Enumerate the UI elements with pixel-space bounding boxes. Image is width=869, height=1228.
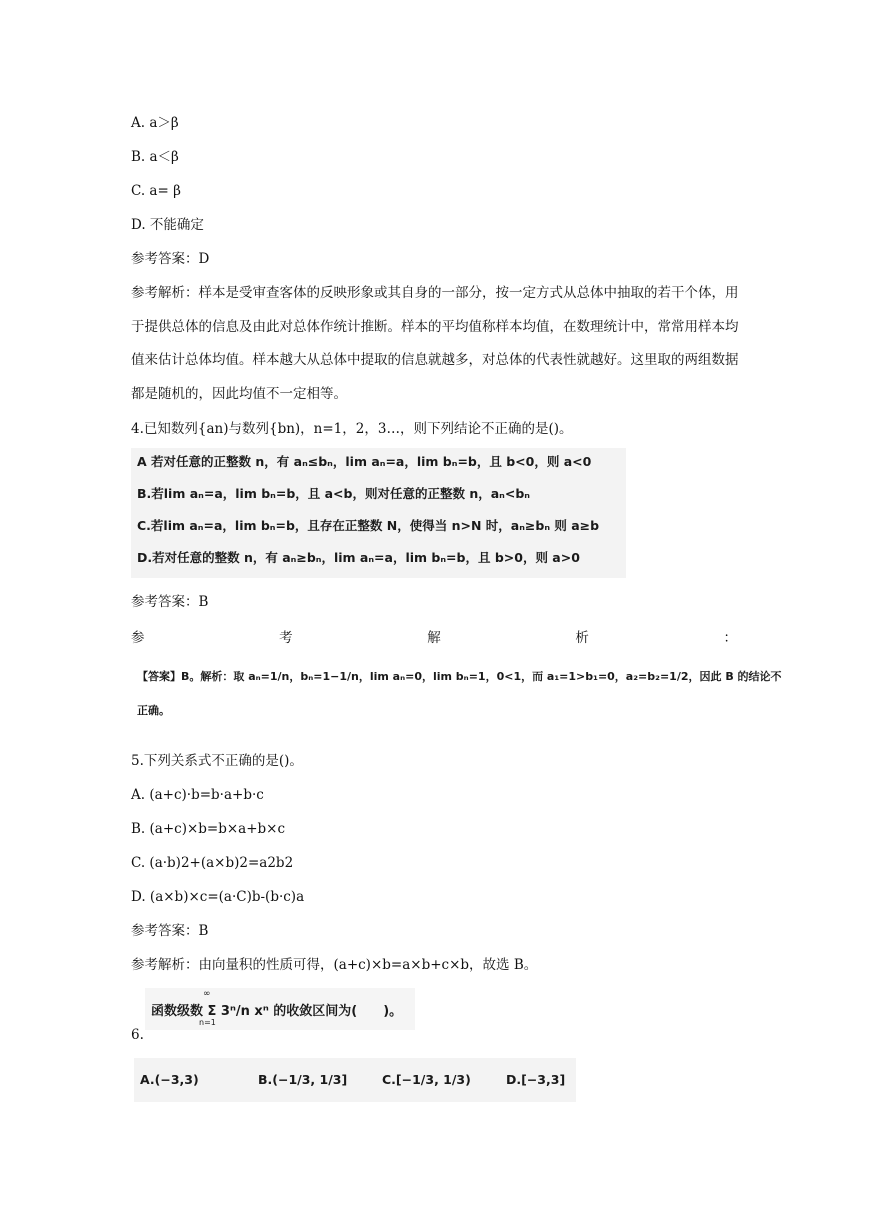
q5-option-a: A. (a+c)·b=b·a+b·c <box>131 787 264 803</box>
q4-analysis-label <box>131 626 737 646</box>
q6-choices-image <box>134 1058 576 1102</box>
q4-analysis-line2: 正确。 <box>137 704 170 717</box>
q3-option-a: A. a＞β <box>131 115 179 131</box>
q3-option-c: C. a= β <box>131 183 181 199</box>
q5-option-c: C. (a·b)2+(a×b)2=a2b2 <box>131 855 294 871</box>
q6-stem-text: 函数级数 Σ 3ⁿ/n xⁿ 的收敛区间为( )。 <box>151 1004 403 1019</box>
q4-choice-d: D.若对任意的整数 n，有 aₙ≥bₙ，lim aₙ=a，lim bₙ=b，且 b>0，则 a>0 <box>137 550 580 565</box>
sum-lower-limit: n=1 <box>199 1018 216 1027</box>
q5-option-b: B. (a+c)×b=b×a+b×c <box>131 821 286 837</box>
q5-analysis: 参考解析：由向量积的性质可得，(a+c)×b=a×b+c×b，故选 B。 <box>131 957 538 973</box>
analysis-char: 考 <box>279 630 293 646</box>
analysis-char: 析 <box>575 630 589 646</box>
q3-answer: 参考答案：D <box>131 251 210 267</box>
q6-stem-image <box>145 988 415 1030</box>
q6-choice-c: C.[−1/3, 1/3) <box>382 1072 471 1087</box>
q6-choice-d: D.[−3,3] <box>506 1072 566 1087</box>
q4-choice-a: A 若对任意的正整数 n，有 aₙ≤bₙ，lim aₙ=a，lim bₙ=b，且 b<0，则 a<0 <box>137 454 592 469</box>
q3-analysis: 参考解析：样本是受审查客体的反映形象或其自身的一部分，按一定方式从总体中抽取的若干个体，用于提供总体的信息及由此对总体作统计推断。样本的平均值称样本均值，在数理统计中，常常用样本均值来估计总体均值。样本越大从总体中提取的信息就越多，对总体的代表性就越好。这里取的两组数据都是随机的，因此均值不一定相等。 <box>131 285 739 402</box>
q6-choice-a: A.(−3,3) <box>140 1072 199 1087</box>
q4-stem: 4.已知数列{an)与数列{bn)，n=1，2，3…，则下列结论不正确的是()。 <box>131 421 573 437</box>
analysis-char: ： <box>723 630 737 646</box>
q4-answer: 参考答案：B <box>131 594 209 610</box>
sum-upper-limit: ∞ <box>203 989 211 999</box>
q4-choices-image <box>131 448 626 578</box>
q5-stem: 5.下列关系式不正确的是()。 <box>131 753 303 769</box>
q5-answer: 参考答案：B <box>131 923 209 939</box>
q4-analysis-line1: 【答案】B。解析：取 aₙ=1/n，bₙ=1−1/n，lim aₙ=0，lim bₙ=1，0<1，而 a₁=1>b₁=0，a₂=b₂=1/2，因此 B 的结论不 <box>137 670 782 683</box>
q3-option-b: B. a＜β <box>131 149 179 165</box>
q3-option-d: D. 不能确定 <box>131 217 204 233</box>
analysis-char: 解 <box>427 630 441 646</box>
q6-choice-b: B.(−1/3, 1/3] <box>258 1072 348 1087</box>
q4-analysis-image <box>131 658 782 720</box>
q4-choice-c: C.若lim aₙ=a，lim bₙ=b，且存在正整数 N，使得当 n>N 时，aₙ≥bₙ 则 a≥b <box>137 518 600 533</box>
q6-number: 6. <box>131 1027 144 1043</box>
analysis-char: 参 <box>131 630 145 646</box>
q5-option-d: D. (a×b)×c=(a·C)b-(b·c)a <box>131 889 305 905</box>
q4-choice-b: B.若lim aₙ=a，lim bₙ=b，且 a<b，则对任意的正整数 n，aₙ<bₙ <box>137 486 530 501</box>
